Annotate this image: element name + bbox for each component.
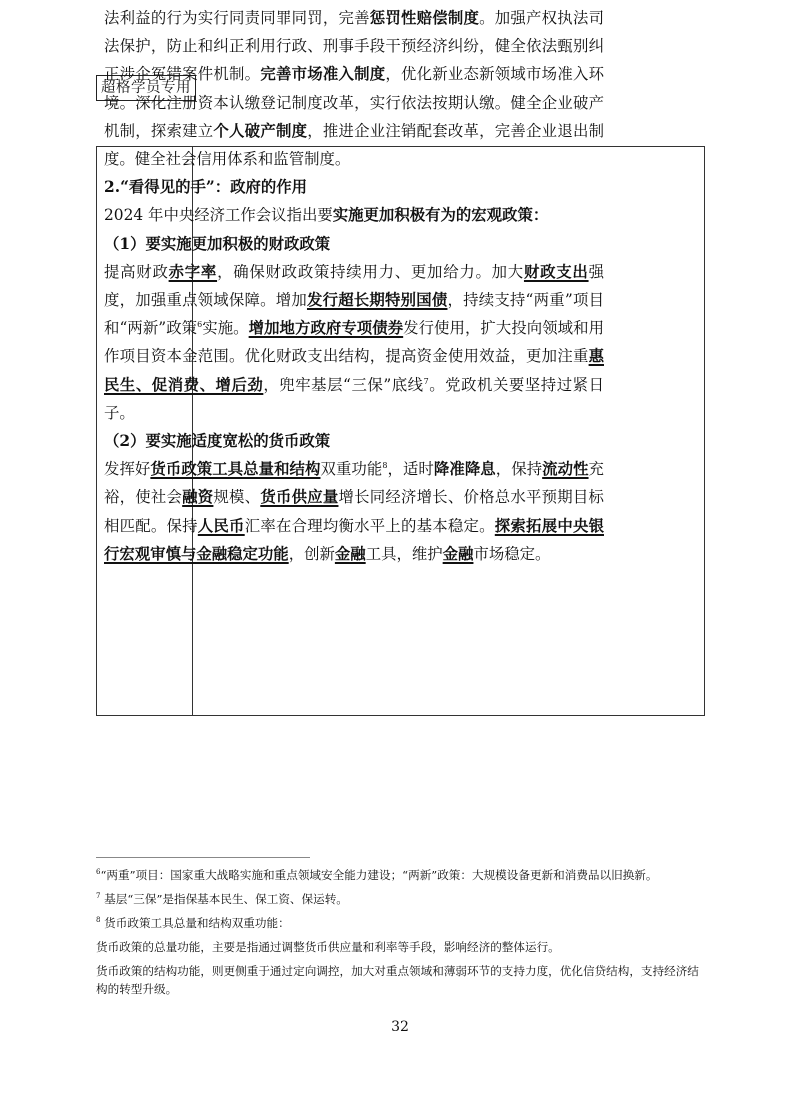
- key-term-finance-2: 金融: [442, 544, 474, 563]
- footnote-8: $^8$ 货币政策工具总量和结构双重功能：: [96, 916, 290, 930]
- key-term-rate-cut: 降准降息: [433, 460, 496, 479]
- footnote-8-total-function: 货币政策的总量功能，主要是指通过调整货币供应量和利率等手段，影响经济的整体运行。: [96, 940, 560, 954]
- key-term-special-bonds: 增加地方政府专项债券: [248, 319, 404, 338]
- student-only-tag: 超格学员专用: [96, 75, 196, 101]
- key-term-macroprudential: 探索拓展中央银行宏观审慎与金融稳定功能: [104, 516, 604, 563]
- paragraph-property-rights: 法利益的行为实行同责同罪同罚，完善惩罚性赔偿制度。加强产权执法司法保护，防止和纠正利用行政、刑事手段干预经济纠纷，健全依法甄别纠正涉企冤错案件机制。完善市场准入制度，优化新业态新领域市场准入环境。深化注册资本认缴登记制度改革，实行依法按期认缴。健全企业破产机制，探索建立个人破产制度，推进企业注销配套改革，完善企业退出制度。健全社会信用体系和监管制度。: [104, 9, 604, 169]
- subheading-fiscal-policy: （1）要实施更加积极的财政政策: [104, 234, 331, 253]
- key-term-money-supply: 货币供应量: [260, 488, 339, 507]
- page-number: 32: [391, 1019, 409, 1035]
- key-term-punitive-damages: 惩罚性赔偿制度: [369, 9, 480, 27]
- paragraph-monetary-policy: 发挥好货币政策工具总量和结构双重功能$^8$，适时降准降息，保持流动性充裕，使社会融资规模、货币供应量增长同经济增长、价格总水平预期目标相匹配。保持人民币汇率在合理均衡水平上的基本稳定。探索拓展中央银行宏观审慎与金融稳定功能，创新金融工具，维护金融市场稳定。: [104, 460, 604, 563]
- paragraph-macro-policy: 2024 年中央经济工作会议指出要实施更加积极有为的宏观政策：: [104, 206, 549, 225]
- key-term-market-access: 完善市场准入制度: [260, 65, 386, 84]
- heading-visible-hand: 2.“看得见的手”：政府的作用: [104, 178, 308, 197]
- key-term-liquidity: 流动性: [542, 460, 589, 479]
- footnote-8-structural-function: 货币政策的结构功能，则更侧重于通过定向调控，加大对重点领域和薄弱环节的支持力度，优化信贷结构，支持经济结构的转型升级。: [96, 964, 699, 996]
- key-term-personal-bankruptcy: 个人破产制度: [213, 121, 308, 140]
- key-term-rmb: 人民币: [197, 516, 245, 535]
- footnote-6: $^6$“两重”项目：国家重大战略实施和重点领域安全能力建设；“两新”政策：大规模设备更新和消费品以旧换新。: [96, 868, 658, 882]
- key-term-macro-policy: 实施更加积极有为的宏观政策：: [332, 206, 549, 225]
- footnote-7: $^7$ 基层“三保”是指保基本民生、保工资、保运转。: [96, 892, 348, 906]
- key-term-fiscal-spending: 财政支出: [523, 262, 589, 281]
- footnote-separator: [96, 857, 310, 858]
- footnote-ref-6: 6: [197, 320, 203, 330]
- key-term-livelihood-consumption: 惠民生、促消费、增后劲: [104, 347, 604, 394]
- key-term-special-treasury-bonds: 发行超长期特别国债: [306, 291, 448, 310]
- key-term-finance-1: 金融: [334, 544, 366, 563]
- footnote-ref-8: 8: [382, 461, 388, 471]
- key-term-monetary-tools: 货币政策工具总量和结构: [150, 460, 321, 479]
- footnote-ref-7: 7: [423, 376, 429, 386]
- table-content-cell: [104, 4, 604, 568]
- paragraph-fiscal-policy: 提高财政赤字率，确保财政政策持续用力、更加给力。加大财政支出强度，加强重点领域保障。增加发行超长期特别国债，持续支持“两重”项目和“两新”政策$^6$实施。增加地方政府专项债券发行使用，扩大投向领域和用作项目资本金范围。优化财政支出结构，提高资金使用效益，更加注重惠民生、促消费、增后劲，兜牢基层“三保”底线$^7$。党政机关要坚持过紧日子。: [104, 262, 604, 422]
- key-term-deficit-ratio: 赤字率: [168, 262, 218, 281]
- subheading-monetary-policy: （2）要实施适度宽松的货币政策: [104, 432, 331, 451]
- key-term-financing: 融资: [182, 488, 214, 507]
